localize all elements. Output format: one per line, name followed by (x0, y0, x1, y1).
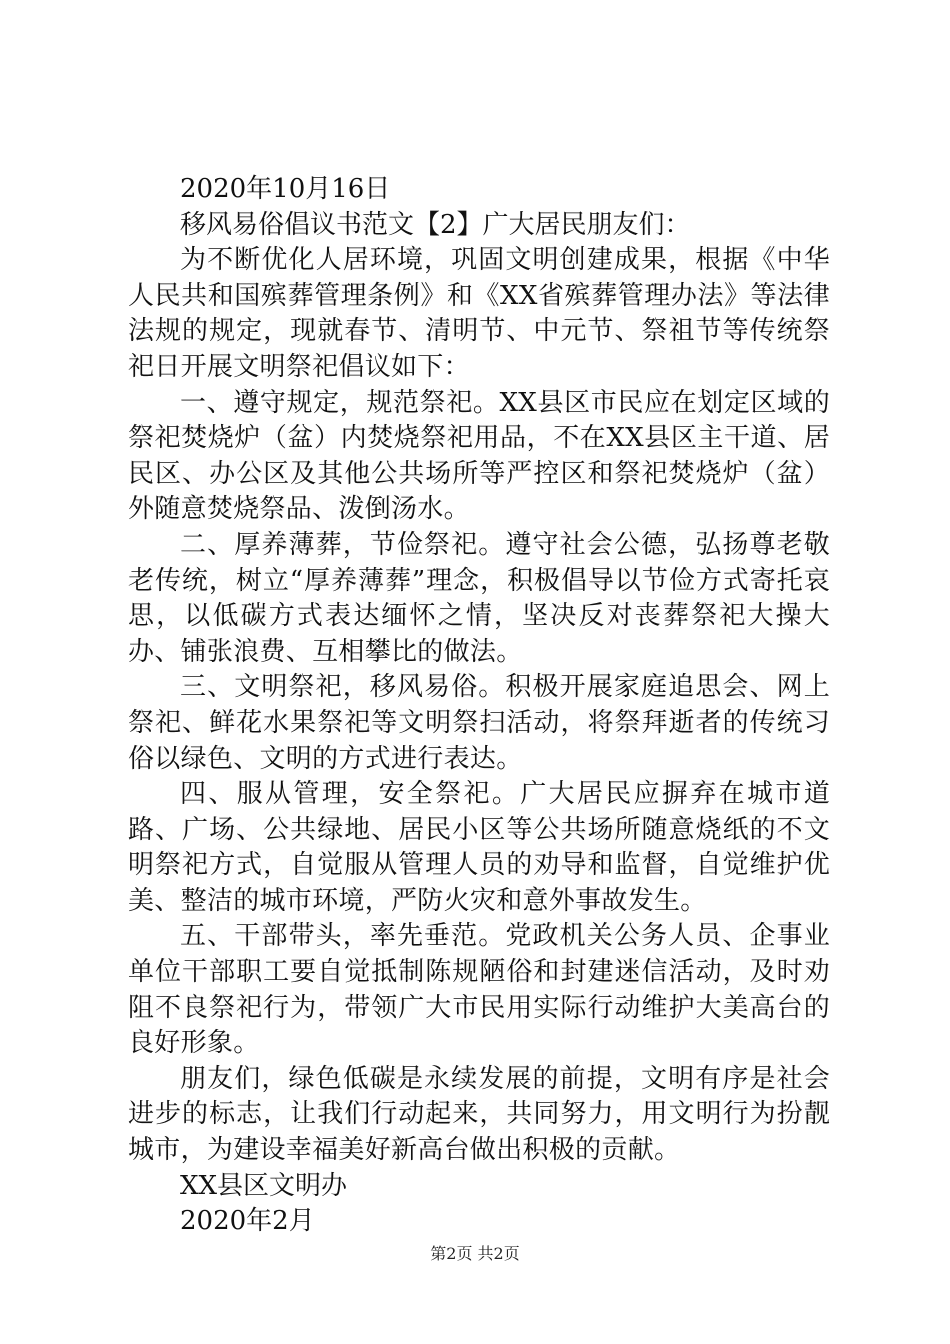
paragraph-intro: 为不断优化人居环境，巩固文明创建成果，根据《中华人民共和国殡葬管理条例》和《XX省殡葬管理办法》等法律法规的规定，现就春节、清明节、中元节、祭祖节等传统祭祀日开展文明祭祀倡议如下： (128, 245, 830, 382)
document-body (128, 172, 830, 1240)
paragraph-item-3: 三、文明祭祀，移风易俗。积极开展家庭追思会、网上祭祀、鲜花水果祭祀等文明祭扫活动，将祭拜逝者的传统习俗以绿色、文明的方式进行表达。 (128, 672, 830, 774)
title-line: 移风易俗倡议书范文【2】广大居民朋友们： (180, 209, 691, 240)
paragraph-item-1: 一、遵守规定，规范祭祀。XX县区市民应在划定区域的祭祀焚烧炉（盆）内焚烧祭祀用品，不在XX县区主干道、居民区、办公区及其他公共场所等严控区和祭祀焚烧炉（盆）外随意焚烧祭品、泼倒汤水。 (128, 387, 830, 525)
page-number: 第2页 共2页 (430, 1244, 520, 1263)
date-bottom: 2020年2月 (180, 1206, 315, 1237)
signature: XX县区文明办 (180, 1170, 348, 1201)
paragraph-item-5: 五、干部带头，率先垂范。党政机关公务人员、企事业单位干部职工要自觉抵制陈规陋俗和封建迷信活动，及时劝阻不良祭祀行为，带领广大市民用实际行动维护大美高台的良好形象。 (128, 921, 830, 1059)
paragraph-closing: 朋友们，绿色低碳是永续发展的前提，文明有序是社会进步的标志，让我们行动起来，共同努力，用文明行为扮靓城市，为建设幸福美好新高台做出积极的贡献。 (128, 1063, 830, 1166)
paragraph-item-2: 二、厚养薄葬，节俭祭祀。遵守社会公德，弘扬尊老敬老传统，树立“厚养薄葬”理念，积极倡导以节俭方式寄托哀思，以低碳方式表达缅怀之情，坚决反对丧葬祭祀大操大办、铺张浪费、互相攀比的做法。 (128, 529, 830, 667)
paragraph-item-4: 四、服从管理，安全祭祀。广大居民应摒弃在城市道路、广场、公共绿地、居民小区等公共场所随意烧纸的不文明祭祀方式，自觉服从管理人员的劝导和监督，自觉维护优美、整洁的城市环境，严防火灾和意外事故发生。 (128, 779, 830, 916)
date-top: 2020年10月16日 (180, 174, 391, 204)
